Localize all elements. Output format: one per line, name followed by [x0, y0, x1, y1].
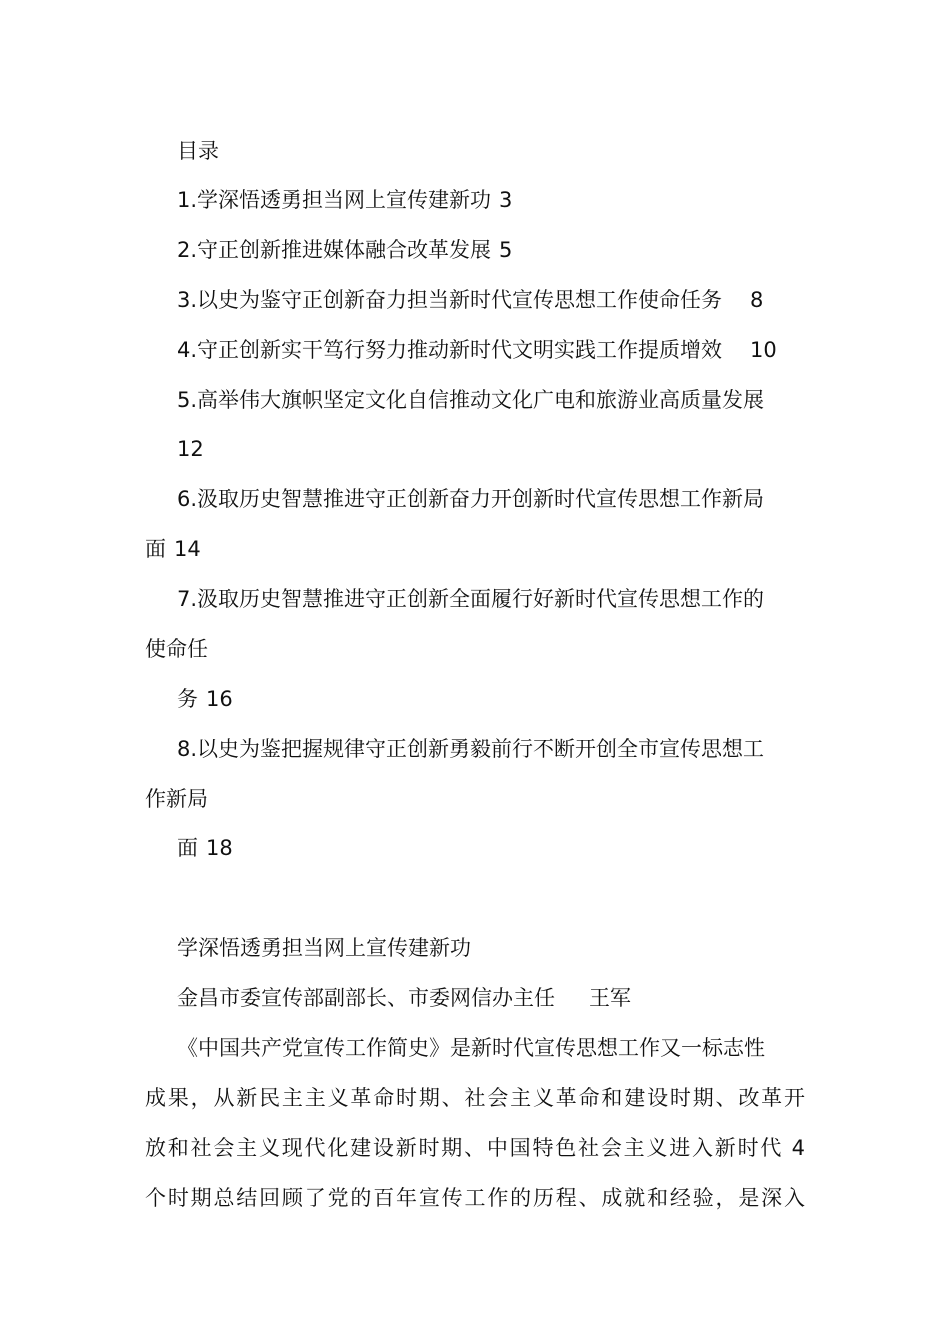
- toc-entry-7-cont[interactable]: 使命任: [145, 637, 208, 661]
- toc-entry-page: 10: [750, 338, 777, 362]
- article-body-line: 放和社会主义现代化建设新时期、中国特色社会主义进入新时代 4: [145, 1136, 805, 1160]
- toc-entry-5-page[interactable]: 12: [177, 437, 204, 461]
- toc-entry-6[interactable]: 6.汲取历史智慧推进守正创新奋力开创新时代宣传思想工作新局: [177, 487, 765, 511]
- toc-entry-page: 3: [499, 188, 513, 212]
- author-role: 金昌市委宣传部副部长、市委网信办主任: [177, 986, 555, 1010]
- article-body-line: 个时期总结回顾了党的百年宣传工作的历程、成就和经验，是深入: [145, 1186, 805, 1210]
- toc-entry-3[interactable]: [177, 285, 763, 315]
- toc-entry-2[interactable]: [177, 235, 512, 265]
- toc-entry-6-cont[interactable]: [145, 534, 201, 564]
- toc-entry-page: 14: [174, 537, 201, 561]
- toc-entry-8-end[interactable]: [177, 833, 233, 863]
- article-body-line: 成果，从新民主主义革命时期、社会主义革命和建设时期、改革开: [145, 1086, 805, 1110]
- toc-entry-text: 3.以史为鉴守正创新奋力担当新时代宣传思想工作使命任务: [177, 288, 723, 312]
- article-byline: [177, 983, 631, 1013]
- toc-entry-7-end[interactable]: [177, 684, 233, 714]
- toc-entry-8[interactable]: 8.以史为鉴把握规律守正创新勇毅前行不断开创全市宣传思想工: [177, 737, 765, 761]
- toc-entry-text: 面: [145, 537, 166, 561]
- toc-entry-1[interactable]: [177, 185, 512, 215]
- author-name: 王军: [589, 986, 631, 1010]
- toc-entry-5[interactable]: [177, 385, 764, 415]
- article-body-line: 《中国共产党宣传工作简史》是新时代宣传思想工作又一标志性: [177, 1036, 765, 1060]
- toc-entry-page: 16: [206, 687, 233, 711]
- toc-entry-text: 1.学深悟透勇担当网上宣传建新功: [177, 188, 492, 212]
- toc-entry-7[interactable]: 7.汲取历史智慧推进守正创新全面履行好新时代宣传思想工作的: [177, 587, 765, 611]
- article-title: 学深悟透勇担当网上宣传建新功: [177, 936, 471, 960]
- toc-entry-8-cont[interactable]: 作新局: [145, 787, 208, 811]
- toc-entry-text: 面: [177, 836, 198, 860]
- toc-entry-page: 8: [750, 288, 764, 312]
- toc-entry-text: 4.守正创新实干笃行努力推动新时代文明实践工作提质增效: [177, 338, 723, 362]
- toc-entry-text: 5.高举伟大旗帜坚定文化自信推动文化广电和旅游业高质量发展: [177, 388, 765, 412]
- toc-entry-4[interactable]: [177, 335, 777, 365]
- toc-entry-text: 务: [177, 687, 198, 711]
- toc-title: 目录: [177, 139, 219, 163]
- toc-entry-text: 2.守正创新推进媒体融合改革发展: [177, 238, 492, 262]
- toc-entry-page: 18: [206, 836, 233, 860]
- toc-entry-page: 5: [499, 238, 513, 262]
